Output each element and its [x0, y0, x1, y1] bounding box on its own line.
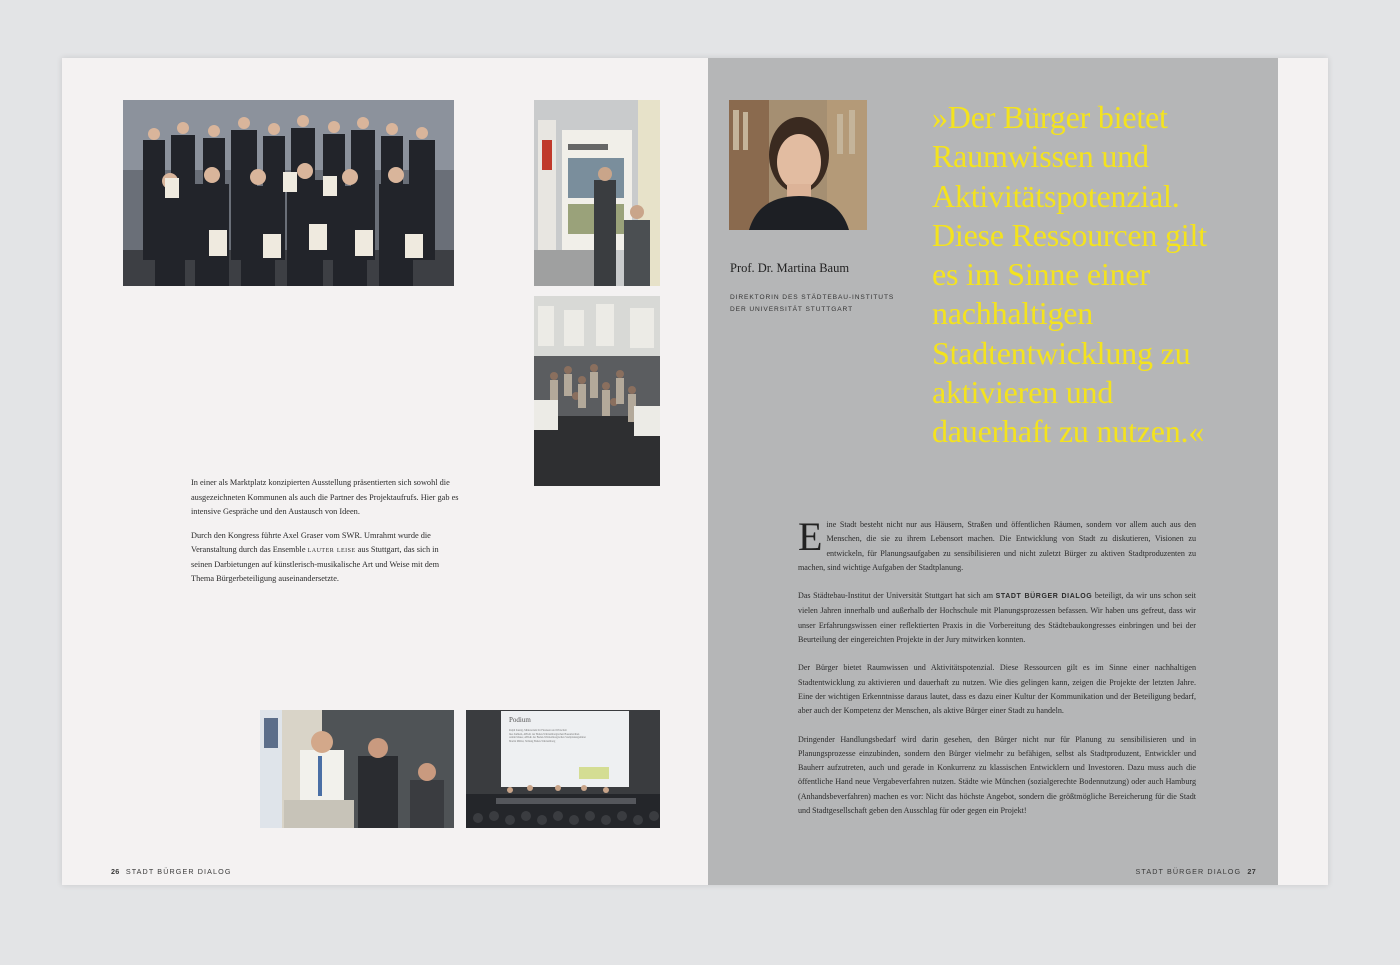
brochure-spread: [62, 58, 1328, 885]
left-running-title: STADT BÜRGER DIALOG: [125, 867, 232, 876]
caption-paragraph-2: [191, 529, 461, 587]
quote-line: Stadtentwicklung zu: [932, 334, 1191, 371]
left-folio: [111, 867, 232, 876]
person-role: [730, 292, 920, 316]
body-paragraph-1: [798, 514, 1196, 575]
speaker-photo: [260, 710, 454, 828]
podium-slide-line: Martin Müller, Stiftung Baden-Württemberg: [509, 739, 556, 743]
podium-slide-line: Armin Mauer, ABGR. der Baden-Württembergischen Stadtplanungsämter: [509, 736, 586, 740]
quote-line: dauerhaft zu nutzen.«: [932, 413, 1205, 450]
paragraph-1-text: ine Stadt besteht nicht nur aus Häusern, Straßen und öffentlichen Räumen, sondern vor allem auch aus den Menschen, die sie zu ihrem Lebensort machen. Die Entwicklung von Stadt zu diskutieren, Visionen zu entwickeln, für Planungsaufgaben zu sensibilisieren und nicht zuletzt Bürger zu aktiven Stadtproduzenten zu machen, sind wichtige Aufgaben der Stadtplanung.: [798, 520, 1196, 572]
body-paragraph-4: Dringender Handlungsbedarf wird darin gesehen, den Bürger nicht nur für Planung zu sensibilisieren und in Planungsprozesse einzubinden, sondern den Bürger vielmehr zu befähigen, selbst als Stadtproduzent, Entwickler und Bauherr aufzutreten, auch und gerade in Konkurrenz zu klassischen Entwicklern und Investoren. Dazu muss auch die öffentliche Hand neue Vergabeverfahren nutzen. Städte wie München (sozialgerechte Bodennutzung) oder auch Hamburg (Anhandsbeverfahren) machen es vor: Nicht das höchste Angebot, sondern die größtmögliche Bereicherung für die Stadt und Stadtgesellschaft geben den Ausschlag für oder gegen ein Projekt!: [798, 734, 1196, 816]
podium-photo: [466, 710, 660, 828]
body-paragraph-2: [798, 589, 1196, 647]
quote-line: Aktivitätspotenzial.: [932, 177, 1180, 214]
person-name: Prof. Dr. Martina Baum: [730, 261, 850, 275]
quote-line: Raumwissen und: [932, 138, 1149, 175]
drop-cap: E: [798, 514, 823, 559]
paragraph-2-text-b: beteiligt, da wir uns schon seit vielen Jahren innerhalb und außerhalb der Hochschule mit Planungsprozessen befassen. Wir haben uns gefreut, dass wir unser Erfahrungswissen einer reflektierten Praxis in die Vorbereitung des Städtebaukongresses einbringen und bei der Beurteilung der eingereichten Projekte in der Jury mitwirken konnten.: [798, 591, 1197, 645]
pull-quote: [932, 98, 1262, 452]
quote-line: aktivieren und: [932, 374, 1114, 411]
ensemble-name: lauter leise: [307, 545, 356, 554]
podium-slide-title: Podium: [509, 716, 531, 724]
right-page: [708, 58, 1278, 885]
caption2-text-a: Durch den Kongress führte Axel Graser vom SWR. Umrahmt wurde die Veranstaltung durch das Ensemble: [191, 530, 431, 554]
right-page-number: 27: [1247, 867, 1256, 876]
right-running-title: STADT BÜRGER DIALOG: [1135, 867, 1242, 876]
caption-paragraph-1: In einer als Marktplatz konzipierten Ausstellung präsentierten sich sowohl die ausgezeichneten Kommunen als auch die Partner des Projektaufrufs. Hier gab es intensive Gespräche und den Austausch von Ideen.: [191, 478, 459, 516]
quote-line: »Der Bürger bietet: [932, 99, 1168, 135]
article-body: [798, 514, 1197, 832]
exhibition-hall-photo: [534, 296, 660, 486]
right-folio: [1135, 867, 1256, 876]
quote-line: nachhaltigen: [932, 295, 1094, 332]
left-page: [62, 58, 708, 885]
quote-line: Diese Ressourcen gilt: [932, 216, 1207, 253]
person-role-line: DER UNIVERSITÄT STUTTGART: [730, 306, 854, 313]
person-role-line: DIREKTORIN DES STÄDTEBAU-INSTITUTS: [730, 294, 895, 301]
quote-line: es im Sinne einer: [932, 256, 1150, 293]
podium-slide-line: Ines Kuhlem, ABGR. der Baden-Württembergischen Bauaufsichten: [509, 732, 580, 736]
brand-name: STADT BÜRGER DIALOG: [995, 593, 1093, 601]
left-page-number: 26: [111, 867, 120, 876]
award-group-photo: [123, 100, 454, 286]
page-edge: [1278, 58, 1328, 885]
caption2-text-b: aus Stuttgart, das sich in seinen Darbietungen auf künstlerisch-musikalische Art und Weise mit dem Thema Bürgerbeteiligung auseinandersetzte.: [191, 545, 440, 583]
exhibition-stand-photo: [534, 100, 660, 286]
podium-slide-line: Ralph Kienig, Ministerium für Finanzen und Wirtschaft: [509, 729, 567, 732]
left-caption: [191, 476, 461, 596]
portrait-photo: [729, 100, 867, 230]
body-paragraph-3: Der Bürger bietet Raumwissen und Aktivitätspotenzial. Diese Ressourcen gilt es im Sinne einer nachhaltigen Stadtentwicklung zu aktivieren und dauerhaft zu nutzen. Wie dies gelingen kann, zeigen die Projekte der letzten Jahre. Eine der wichtigen Erkenntnisse daraus lautet, dass es dazu einer Kultur der Kommunikation und der Beteiligung bedarf, aber auch der Kompetenz der Menschen, als aktive Bürger einer Stadt zu handeln.: [798, 663, 1196, 716]
paragraph-2-text-a: Das Städtebau-Institut der Universität Stuttgart hat sich am: [798, 591, 996, 601]
